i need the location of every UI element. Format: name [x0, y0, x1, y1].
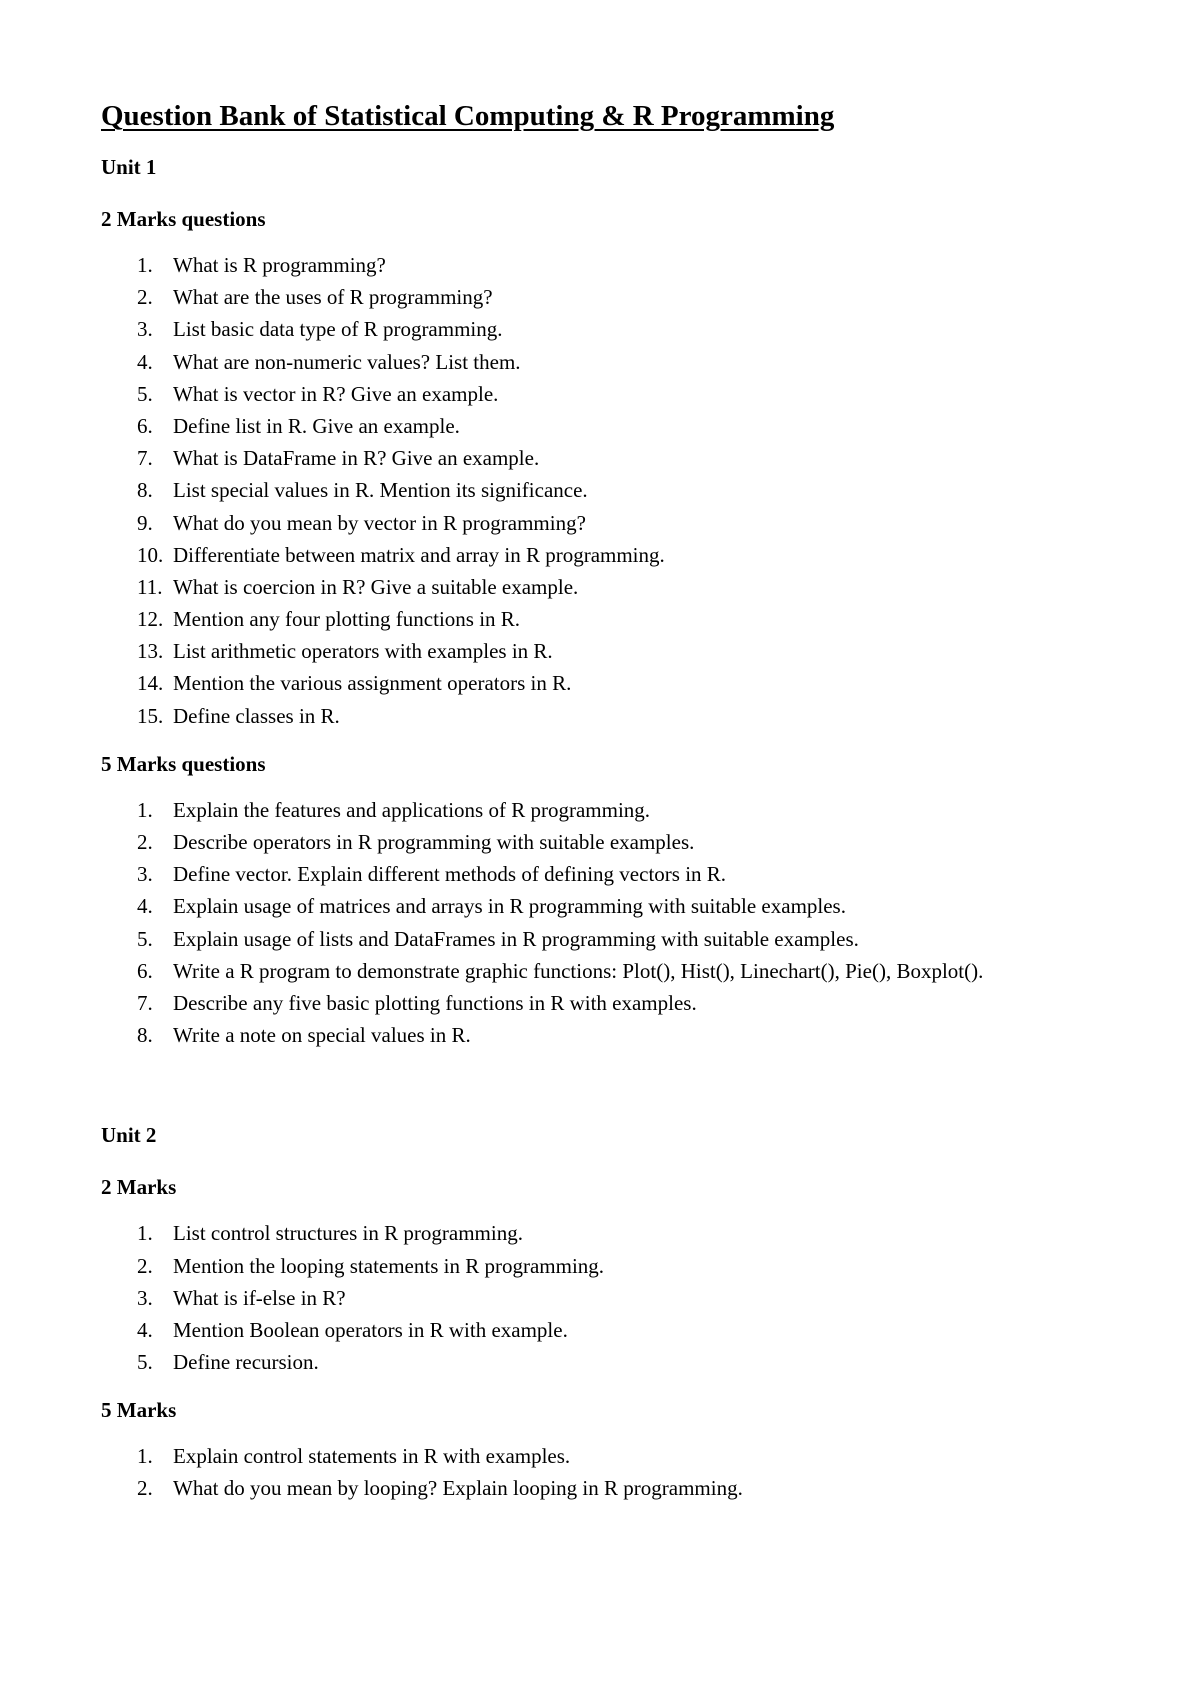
list-item: [101, 313, 1141, 345]
list-item: [101, 539, 1141, 571]
question-number: 1.: [137, 1221, 153, 1246]
question-text: Mention the looping statements in R programming.: [173, 1253, 605, 1278]
document-page: [101, 96, 1141, 1505]
question-number: 1.: [137, 253, 153, 277]
section-heading: 2 Marks: [101, 1175, 177, 1200]
question-text: What are non-numeric values? List them.: [173, 349, 521, 374]
list-item: [101, 571, 1141, 603]
section-heading: 5 Marks: [101, 1398, 177, 1423]
question-number: 5.: [137, 381, 153, 406]
question-number: 14.: [137, 671, 164, 696]
question-text: Mention any four plotting functions in R.: [173, 607, 521, 632]
unit-heading: Unit 1: [101, 155, 157, 179]
question-number: 2.: [137, 830, 153, 854]
list-item: [101, 346, 1141, 378]
question-number: 2.: [137, 1253, 153, 1278]
unit-1: [101, 153, 1141, 1051]
unit-2: [101, 1121, 1141, 1504]
list-item: [101, 987, 1141, 1019]
list-item: [101, 826, 1141, 858]
question-number: 3.: [137, 317, 153, 342]
question-text: Write a note on special values in R.: [173, 1023, 471, 1048]
question-number: 5.: [137, 926, 153, 951]
section-heading: 2 Marks questions: [101, 207, 266, 231]
list-item: [101, 858, 1141, 890]
list-item: [101, 1314, 1141, 1346]
list-item: [101, 794, 1141, 826]
question-text: Write a R program to demonstrate graphic functions: Plot(), Hist(), Linechart(), Pie(), Boxplot().: [173, 958, 984, 983]
question-number: 7.: [137, 990, 153, 1015]
question-number: 9.: [137, 510, 153, 535]
question-number: 1.: [137, 1444, 153, 1469]
question-text: Define recursion.: [173, 1350, 319, 1375]
question-text: What do you mean by vector in R programming?: [173, 510, 586, 535]
list-item: [101, 603, 1141, 635]
list-item: [101, 635, 1141, 667]
question-list: [101, 249, 1141, 732]
question-text: List basic data type of R programming.: [173, 317, 503, 342]
question-number: 8.: [137, 1023, 153, 1048]
question-number: 4.: [137, 1317, 153, 1342]
question-text: What is if-else in R?: [173, 1285, 346, 1310]
list-item: [101, 507, 1141, 539]
list-item: [101, 442, 1141, 474]
question-number: 3.: [137, 1285, 153, 1310]
list-item: [101, 249, 1141, 281]
question-text: Define vector. Explain different methods of defining vectors in R.: [173, 862, 727, 887]
list-item: [101, 890, 1141, 922]
question-number: 6.: [137, 413, 153, 438]
unit-heading: Unit 2: [101, 1123, 157, 1148]
section-heading: 5 Marks questions: [101, 751, 266, 776]
list-item: [101, 281, 1141, 313]
question-number: 4.: [137, 349, 153, 374]
question-text: Explain usage of lists and DataFrames in R programming with suitable examples.: [173, 926, 859, 951]
list-item: [101, 1346, 1141, 1378]
list-item: [101, 667, 1141, 699]
question-number: 7.: [137, 446, 153, 471]
question-text: What is vector in R? Give an example.: [173, 381, 499, 406]
list-item: [101, 923, 1141, 955]
list-item: [101, 700, 1141, 732]
question-number: 1.: [137, 797, 153, 822]
question-text: Describe any five basic plotting functions in R with examples.: [173, 990, 697, 1015]
list-item: [101, 410, 1141, 442]
question-list: [101, 1440, 1141, 1504]
question-text: What do you mean by looping? Explain looping in R programming.: [173, 1476, 743, 1501]
question-number: 8.: [137, 478, 153, 503]
question-number: 11.: [137, 574, 163, 599]
question-text: Differentiate between matrix and array in R programming.: [173, 542, 665, 567]
question-text: What is R programming?: [173, 253, 386, 277]
list-item: [101, 1217, 1141, 1249]
question-text: Describe operators in R programming with suitable examples.: [173, 830, 695, 854]
question-number: 4.: [137, 894, 153, 919]
question-text: Explain the features and applications of R programming.: [173, 797, 651, 822]
question-text: List arithmetic operators with examples in R.: [173, 639, 553, 664]
question-number: 6.: [137, 958, 153, 983]
question-text: Explain usage of matrices and arrays in R programming with suitable examples.: [173, 894, 846, 919]
list-item: [101, 1019, 1141, 1051]
question-text: Define list in R. Give an example.: [173, 413, 460, 438]
list-item: [101, 1440, 1141, 1472]
question-number: 5.: [137, 1350, 153, 1375]
question-text: List control structures in R programming.: [173, 1221, 523, 1246]
list-item: [101, 1250, 1141, 1282]
list-item: [101, 474, 1141, 506]
question-text: List special values in R. Mention its significance.: [173, 478, 588, 503]
question-number: 13.: [137, 639, 164, 664]
question-text: Mention Boolean operators in R with example.: [173, 1317, 568, 1342]
question-list: [101, 794, 1141, 1052]
document-title: Question Bank of Statistical Computing & R Programming: [101, 100, 835, 132]
list-item: [101, 1282, 1141, 1314]
question-number: 2.: [137, 1476, 153, 1501]
question-text: What is DataFrame in R? Give an example.: [173, 446, 540, 471]
list-item: [101, 955, 1141, 987]
question-number: 15.: [137, 703, 164, 728]
list-item: [101, 378, 1141, 410]
question-text: What are the uses of R programming?: [173, 285, 493, 310]
question-number: 2.: [137, 285, 153, 310]
question-text: Explain control statements in R with examples.: [173, 1444, 571, 1469]
question-text: Define classes in R.: [173, 703, 340, 728]
question-number: 12.: [137, 607, 164, 632]
question-list: [101, 1217, 1141, 1378]
list-item: [101, 1472, 1141, 1504]
question-number: 10.: [137, 542, 164, 567]
question-text: What is coercion in R? Give a suitable example.: [173, 574, 579, 599]
question-text: Mention the various assignment operators in R.: [173, 671, 572, 696]
question-number: 3.: [137, 862, 153, 887]
